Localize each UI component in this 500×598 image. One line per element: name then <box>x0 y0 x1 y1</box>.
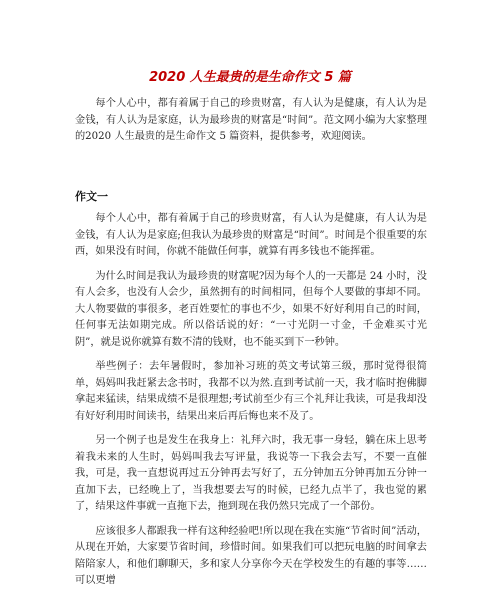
essay-paragraph-3: 举些例子：去年暑假时，参加补习班的英文考试第三级，那时觉得很简单，妈妈叫我赶紧去念书时，我都不以为然.直到考试前一天，我才临时抱佛脚拿起来猛读，结果成绩不是很理想;考试前至少有三个礼拜让我读，可是我却没有好好利用时间读书，结果出来后再后悔也来不及了。 <box>75 361 427 422</box>
essay-body <box>75 211 427 598</box>
essay-paragraph-2: 为什么时间是我认为最珍贵的财富呢?因为每个人的一天都是 24 小时，没有人会多，也没有人会少，虽然拥有的时间相同，但每个人要做的事却不同。大人物要做的事很多，老百姓要忙的事也不少，如果不好好利用自己的时间，任何事无法如期完成。所以俗话说的好：“一寸光阴一寸金，千金难买寸光阴”，就是说你就算有数不清的钱财，也不能买到下一秒钟。 <box>75 270 427 348</box>
essay-paragraph-1: 每个人心中，都有着属于自己的珍贵财富，有人认为是健康，有人认为是金钱，有人认为是家庭;但我认为最珍贵的财富是“时间”。时间是个很重要的东西，如果没有时间，你就不能做任何事，就算有再多钱也不能挥霍。 <box>75 213 427 257</box>
essay-paragraph-5: 应该很多人都跟我一样有这种经验吧!所以现在我在实施“节省时间”活动，从现在开始，大家要节省时间，珍惜时间。如果我们可以把玩电脑的时间拿去陪陪家人，和他们聊聊天，多和家人分享你今天在学校发生的有趣的事等……可以更增 <box>75 525 427 586</box>
section-title: 作文一 <box>75 190 108 203</box>
document-title: 2020 人生最贵的是生命作文 5 篇 <box>149 70 351 85</box>
intro-paragraph: 每个人心中，都有着属于自己的珍贵财富，有人认为是健康，有人认为是金钱，有人认为是家庭，认为最珍贵的财富是“时间”。范文网小编为大家整理的2020 人生最贵的是生命作文 5 篇资料，提供参考，欢迎阅读。 <box>75 98 427 142</box>
essay-paragraph-4: 另一个例子也是发生在我身上：礼拜六时，我无事一身轻，躺在床上思考着我未来的人生时，妈妈叫我去写评量，我说等一下我会去写，不要一直催我，可是，我一直想说再过五分钟再去写好了，五分钟加五分钟再加五分钟一直加下去，已经晚上了，当我想要去写的时候，已经九点半了，我也觉的累了，结果这件事就一直拖下去，拖到现在我仍然只完成了一个部份。 <box>75 435 427 512</box>
intro-block <box>75 96 427 146</box>
